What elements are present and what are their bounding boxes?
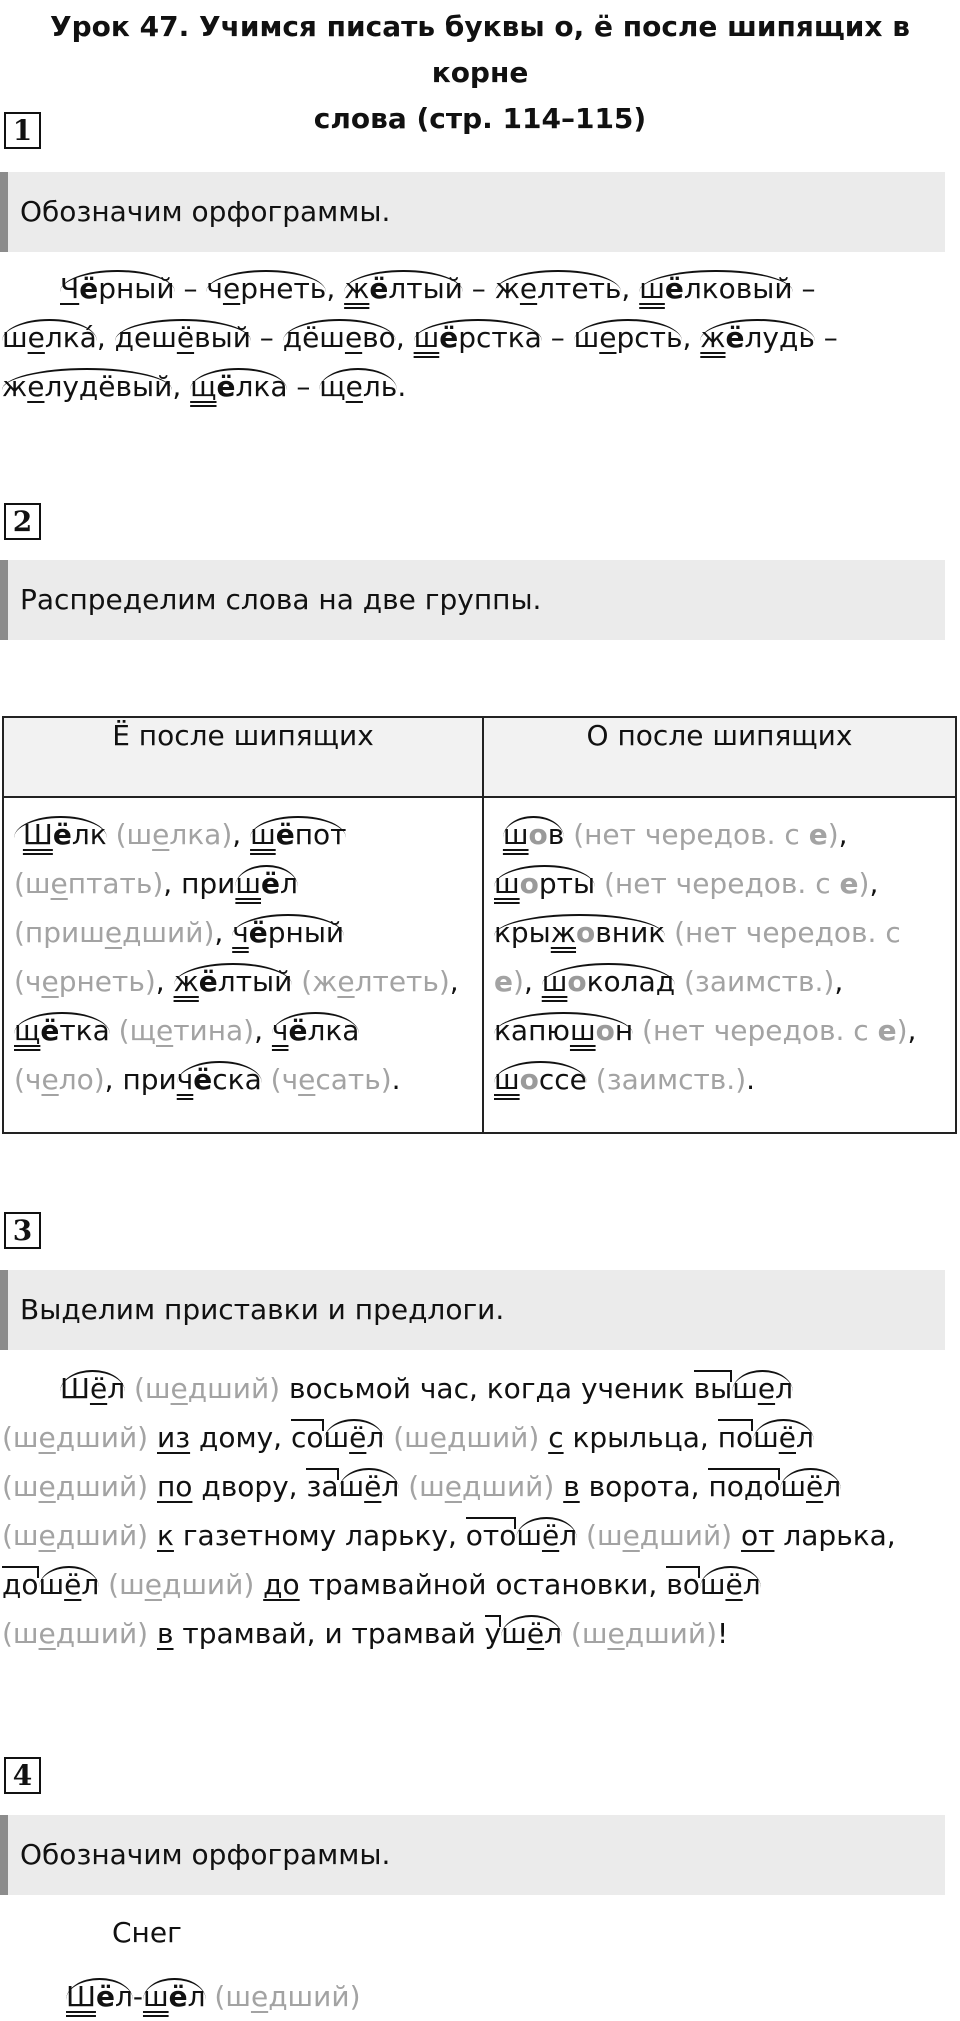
words-table [2, 716, 957, 1134]
col-yo-header: Ё после шипящих [3, 717, 483, 797]
task-3-text: Шёл (шедший) восьмой час, когда ученик вышел (шедший) из дому, сошёл (шедший) с крыльца, пошёл (шедший) по двору, зашёл (шедший) в ворота, подошёл (шедший) к газетному ларьку, отошёл (шедший) от ларька, дошёл (шедший) до трамвайной остановки, вошёл (шедший) в трамвай, и трамвай ушёл (шедший)! [2, 1364, 952, 1658]
col-o-header: О после шипящих [483, 717, 956, 797]
task-1-number: 1 [4, 112, 41, 149]
page-title [0, 4, 960, 142]
title-line-2: слова (стр. 114–115) [313, 102, 647, 135]
title-line-1: Урок 47. Учимся писать буквы о, ё после шипящих в корне [50, 10, 910, 89]
task-4-instruction: Обозначим орфограммы. [0, 1815, 945, 1895]
col-yo-cell: Шёлк (шелка), шёпот (шептать), пришёл (пришедший), чёрный (чернеть), жёлтый (желтеть), щётка (щетина), чёлка (чело), причёска (чесать). [3, 797, 483, 1133]
task-3-number: 3 [4, 1212, 41, 1249]
task-1-text: Чёрный – чернеть, жёлтый – желтеть, шёлковый – шелка́, дешёвый – дёшево, шёрстка – шерсть, жёлудь – желудёвый, щёлка – щель. [2, 264, 952, 411]
task-1-instruction: Обозначим орфограммы. [0, 172, 945, 252]
col-o-cell: шов (нет чередов. с е), шорты (нет чередов. с е), крыжовник (нет чередов. с е), шоколад (заимств.), капюшон (нет чередов. с е), шоссе (заимств.). [483, 797, 956, 1133]
task-4-number: 4 [4, 1757, 41, 1794]
task-2-number: 2 [4, 503, 41, 540]
task-3-instruction: Выделим приставки и предлоги. [0, 1270, 945, 1350]
task-4-text: Шёл-шёл (шедший) [66, 1972, 946, 2021]
task-2-instruction: Распределим слова на две группы. [0, 560, 945, 640]
task-4-word: Снег [112, 1916, 182, 1949]
